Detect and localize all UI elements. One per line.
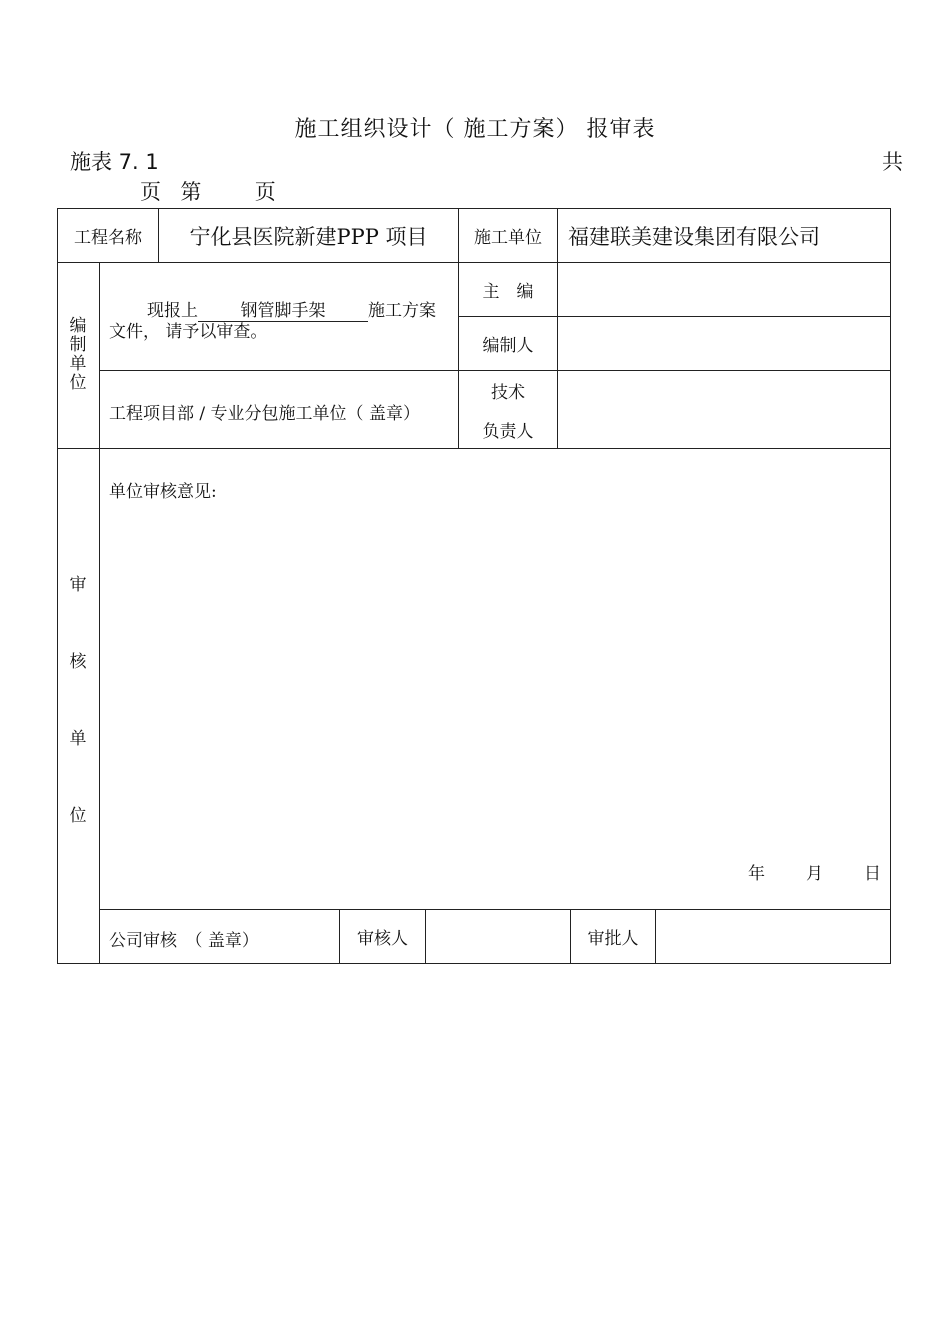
report-text-line2: 文件， 请予以审查。	[109, 322, 268, 342]
review-section-char-1: 审	[69, 575, 87, 595]
reviewer-field[interactable]	[426, 910, 570, 963]
review-section-char-3: 单	[69, 729, 87, 749]
reviewer-label: 审核人	[357, 929, 408, 949]
date-month-label: 月	[806, 864, 823, 884]
report-prefix: 现报上	[147, 301, 198, 321]
date-year-label: 年	[748, 864, 765, 884]
review-opinion-label: 单位审核意见:	[109, 482, 217, 502]
project-dept-stamp-label: 工程项目部 / 专业分包施工单位（ 盖章）	[109, 404, 420, 424]
tech-lead-label-line1: 技术	[491, 383, 525, 403]
editor-field[interactable]	[558, 317, 890, 370]
contractor-value: 福建联美建设集团有限公司	[568, 224, 820, 249]
editor-label: 编制人	[482, 336, 534, 356]
page-label-3: 页	[254, 180, 276, 204]
prep-section-label: 编制单位	[69, 316, 87, 393]
company-review-label: 公司审核 （ 盖章）	[109, 931, 259, 951]
approver-field[interactable]	[656, 910, 890, 963]
tech-lead-field[interactable]	[558, 371, 890, 448]
project-name-label: 工程名称	[74, 228, 142, 248]
document-title: 施工组织设计（ 施工方案） 报审表	[294, 117, 656, 142]
project-name-value: 宁化县医院新建PPP 项目	[189, 224, 428, 249]
form-number: 施表 7. 1	[70, 150, 159, 174]
review-section-char-4: 位	[69, 806, 87, 826]
page-label-1: 页	[140, 180, 161, 204]
review-opinion-field[interactable]	[100, 505, 890, 845]
total-pages-label: 共	[882, 150, 903, 174]
date-day-label: 日	[864, 864, 881, 884]
report-subject: 钢管脚手架	[198, 301, 368, 322]
row-divider	[57, 448, 891, 449]
page-count-line	[140, 176, 276, 206]
contractor-label: 施工单位	[474, 228, 542, 248]
chief-editor-label: 主 编	[482, 282, 534, 302]
report-suffix: 施工方案	[368, 301, 436, 321]
page-label-2: 第	[180, 180, 202, 204]
chief-editor-field[interactable]	[558, 263, 890, 316]
review-section-char-2: 核	[69, 652, 87, 672]
tech-lead-label-line2: 负责人	[482, 422, 534, 442]
approver-label: 审批人	[587, 929, 639, 949]
